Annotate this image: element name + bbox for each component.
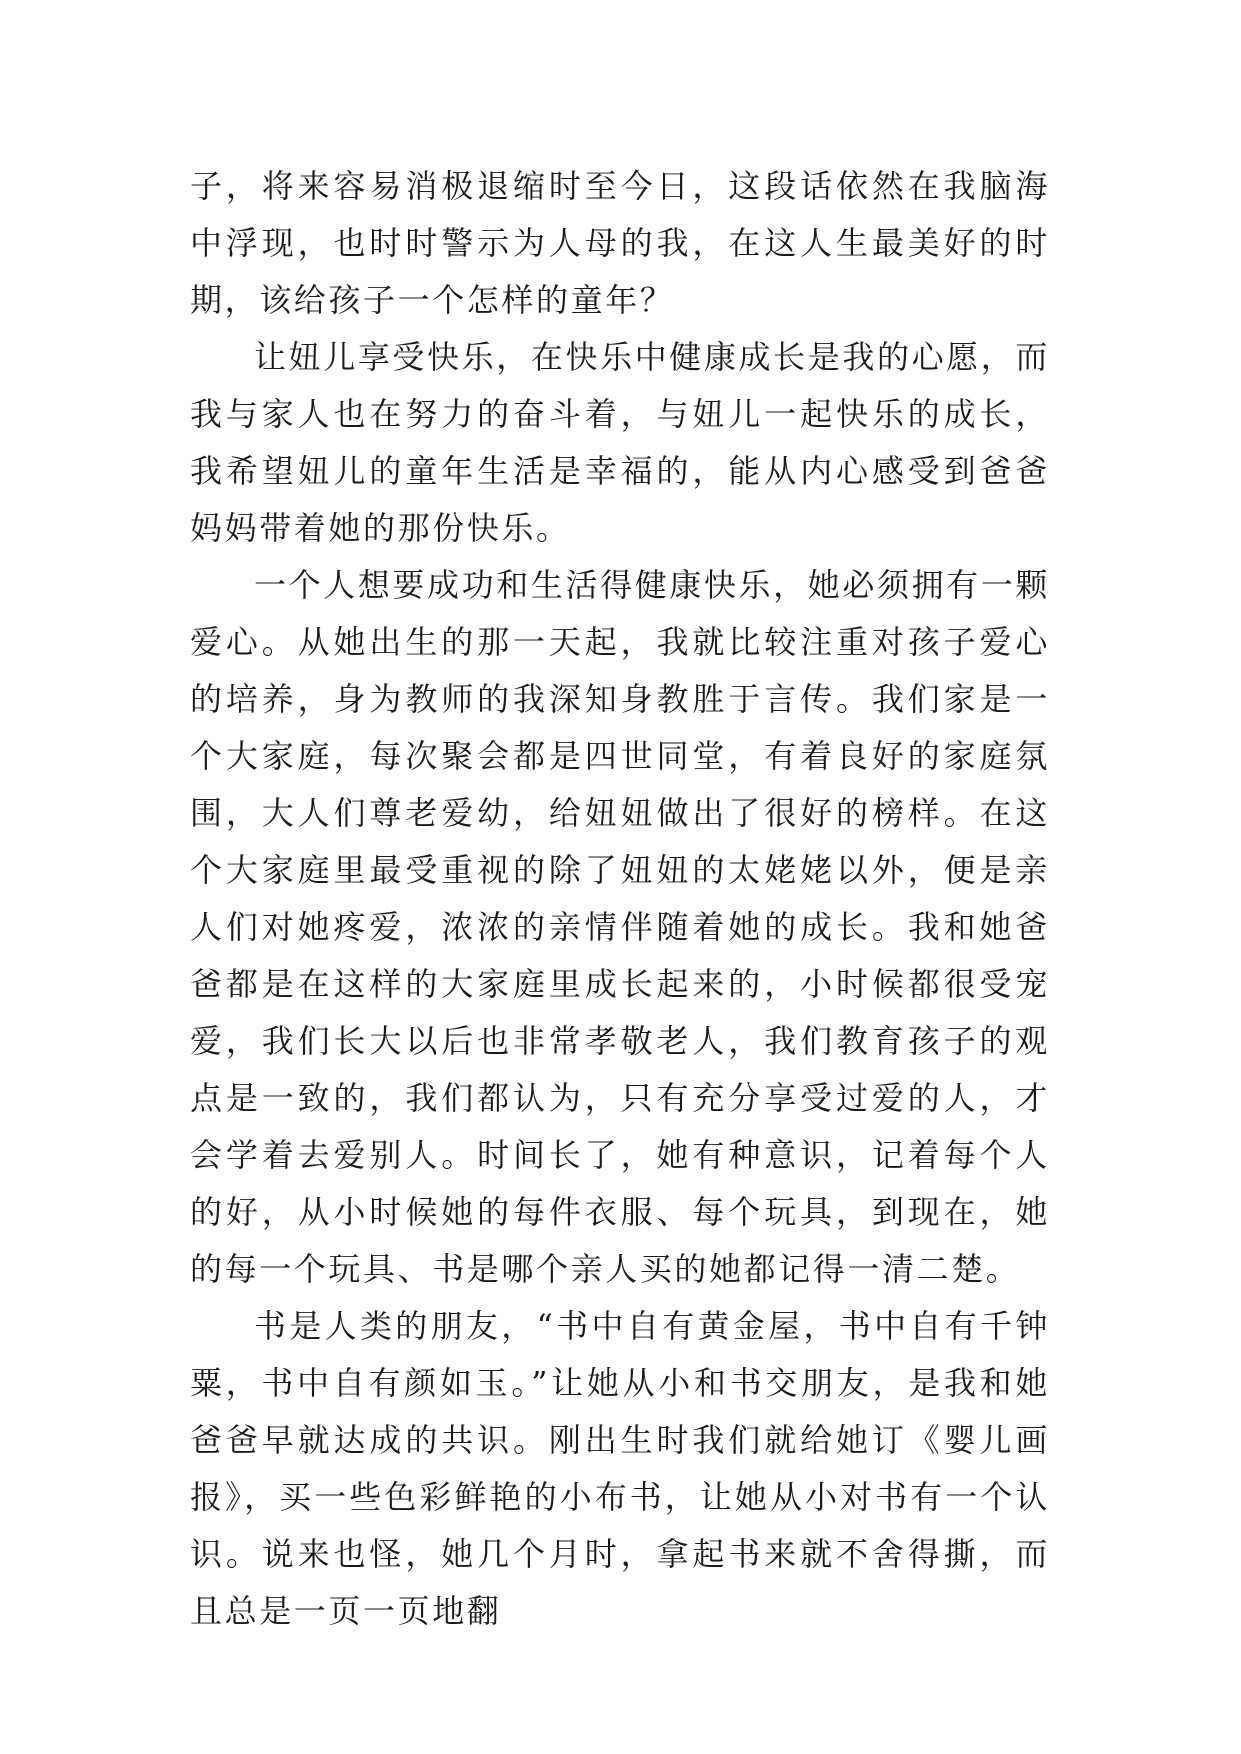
paragraph-2: 让妞儿享受快乐，在快乐中健康成长是我的心愿，而我与家人也在努力的奋斗着，与妞儿一起快乐的成长，我希望妞儿的童年生活是幸福的，能从内心感受到爸爸妈妈带着她的那份快乐。 <box>190 338 1050 547</box>
paragraph-1: 子，将来容易消极退缩时至今日，这段话依然在我脑海中浮现，也时时警示为人母的我，在这人生最美好的时期，该给孩子一个怎样的童年？ <box>190 167 1050 319</box>
document-body <box>190 158 1050 1640</box>
paragraph-3: 一个人想要成功和生活得健康快乐，她必须拥有一颗爱心。从她出生的那一天起，我就比较注重对孩子爱心的培养，身为教师的我深知身教胜于言传。我们家是一个大家庭，每次聚会都是四世同堂，有着良好的家庭氛围，大人们尊老爱幼，给妞妞做出了很好的榜样。在这个大家庭里最受重视的除了妞妞的太姥姥以外，便是亲人们对她疼爱，浓浓的亲情伴随着她的成长。我和她爸爸都是在这样的大家庭里成长起来的，小时候都很受宠爱，我们长大以后也非常孝敬老人，我们教育孩子的观点是一致的，我们都认为，只有充分享受过爱的人，才会学着去爱别人。时间长了，她有种意识，记着每个人的好，从小时候她的每件衣服、每个玩具，到现在，她的每一个玩具、书是哪个亲人买的她都记得一清二楚。 <box>190 566 1050 1288</box>
paragraph-4: 书是人类的朋友，“书中自有黄金屋，书中自有千钟粟，书中自有颜如玉。”让她从小和书交朋友，是我和她爸爸早就达成的共识。刚出生时我们就给她订《婴儿画报》，买一些色彩鲜艳的小布书，让她从小对书有一个认识。说来也怪，她几个月时，拿起书来就不舍得撕，而且总是一页一页地翻 <box>190 1307 1050 1630</box>
